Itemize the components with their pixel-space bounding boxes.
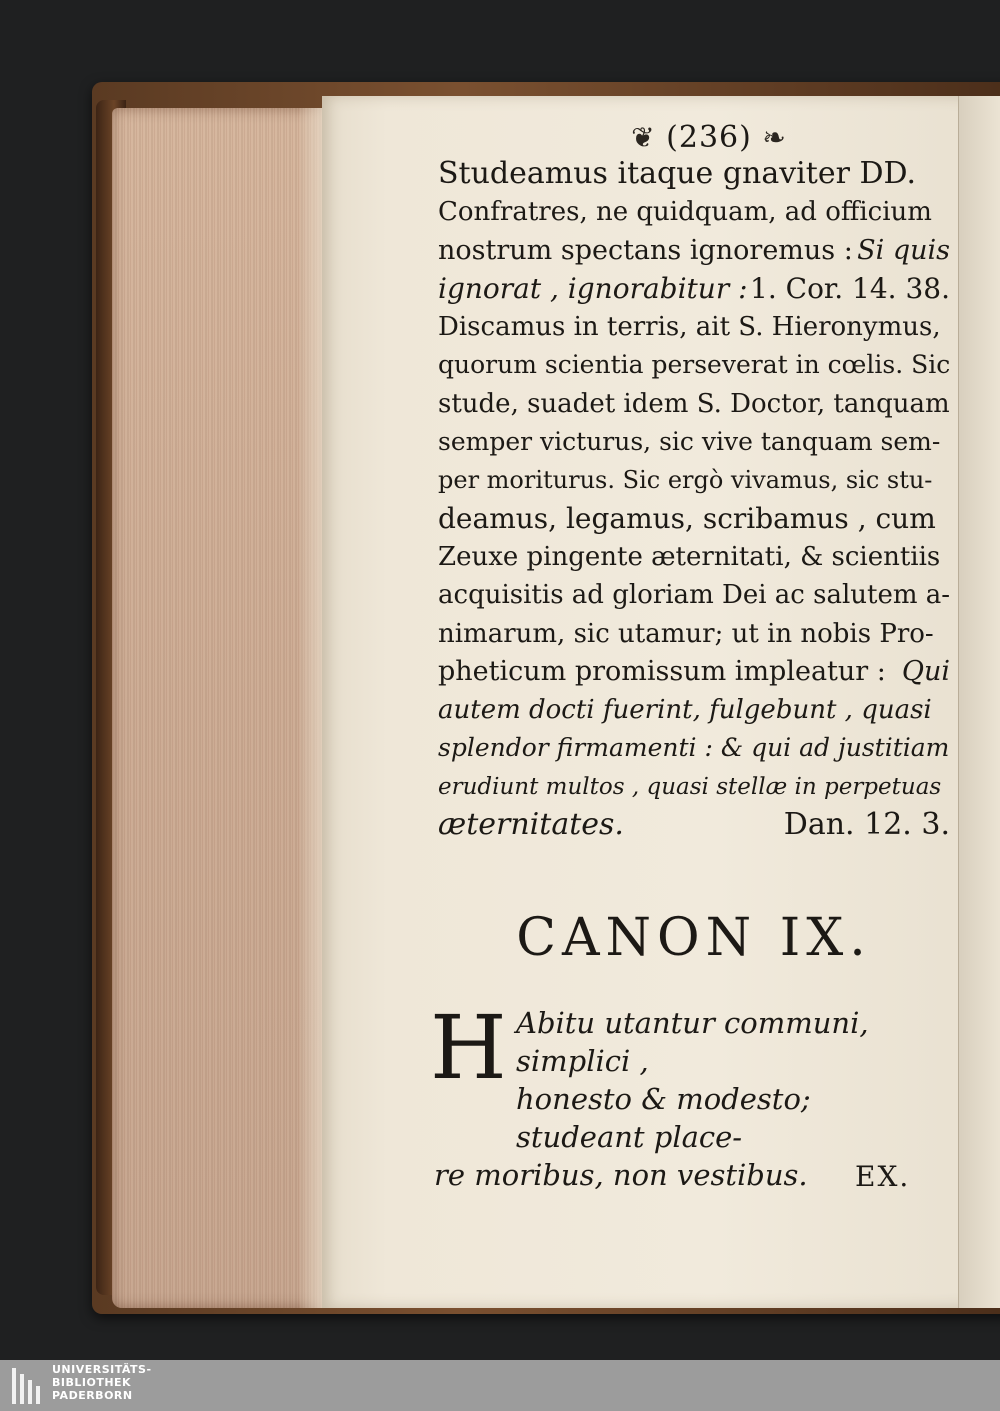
body-line <box>438 193 950 231</box>
body-line-italic: Si quis <box>857 234 950 266</box>
body-line-roman: per moriturus. Sic ergò vivamus, sic stu- <box>438 466 933 495</box>
body-line-roman: Discamus in terris, ait S. Hieronymus, <box>438 312 941 343</box>
body-line <box>438 346 950 384</box>
right-ornament-icon: ❧ <box>762 121 787 154</box>
body-line-roman: nostrum spectans ignoremus : <box>438 234 853 266</box>
body-line-reference: Dan. 12. 3. <box>783 807 950 843</box>
body-line-roman: deamus, legamus, scribamus , cum <box>438 501 936 535</box>
body-line <box>438 691 950 729</box>
body-line <box>438 500 950 538</box>
canon-text-line-2: honesto & modesto; studeant place- <box>516 1082 811 1154</box>
body-line-italic: erudiunt multos , quasi stellæ in perpetuas <box>438 773 942 800</box>
canon-heading: CANON IX. <box>516 908 872 968</box>
page-text-block <box>438 120 950 844</box>
body-text <box>438 155 950 844</box>
body-line <box>438 423 950 461</box>
body-line <box>438 538 950 576</box>
body-line <box>438 615 950 653</box>
canon-text-line-1: Abitu utantur communi, simplici , <box>516 1006 869 1078</box>
body-line <box>438 308 950 346</box>
body-line <box>438 768 950 806</box>
library-name-line-1: UNIVERSITÄTS- <box>52 1363 152 1376</box>
drop-cap: H <box>430 996 507 1099</box>
library-name-line-3: PADERBORN <box>52 1389 133 1402</box>
body-line <box>438 155 950 193</box>
body-line-roman: quorum scientia perseverat in cœlis. Sic <box>438 350 951 380</box>
body-line-reference: 1. Cor. 14. 38. <box>750 271 950 305</box>
body-line <box>438 461 950 499</box>
body-line-roman: acquisitis ad gloriam Dei ac salutem a- <box>438 580 951 611</box>
body-line-roman: nimarum, sic utamur; ut in nobis Pro- <box>438 618 934 649</box>
body-line-italic: æternitates. <box>438 807 624 843</box>
body-line-italic: ignorat , ignorabitur : <box>438 271 748 305</box>
body-line-roman: Studeamus itaque gnaviter DD. <box>438 156 917 191</box>
body-line <box>438 385 950 423</box>
body-line <box>438 729 950 767</box>
body-line-italic: Qui <box>901 655 950 687</box>
page-number: (236) <box>666 120 752 155</box>
body-line-italic: splendor firmamenti : & qui ad justitiam <box>438 733 950 763</box>
body-line-roman: Zeuxe pingente æternitati, & scientiis <box>438 541 941 572</box>
body-line <box>438 576 950 614</box>
library-name-line-2: BIBLIOTHEK <box>52 1376 132 1389</box>
body-line-roman: stude, suadet idem S. Doctor, tanquam <box>438 388 950 419</box>
page-block-edge <box>112 108 327 1308</box>
canon-text-line-3: re moribus, non vestibus. <box>434 1158 808 1192</box>
body-line-roman: Confratres, ne quidquam, ad officium <box>438 197 932 228</box>
body-line-italic: autem docti fuerint, fulgebunt , quasi <box>438 695 932 726</box>
body-line <box>438 653 950 691</box>
page-header <box>468 120 950 155</box>
body-line-roman: semper victurus, sic vive tanquam sem- <box>438 427 941 457</box>
library-name <box>52 1363 152 1402</box>
left-ornament-icon: ❦ <box>631 121 656 154</box>
body-line-roman: pheticum promissum impleatur : <box>438 655 886 687</box>
body-line <box>438 270 950 308</box>
body-line <box>438 232 950 270</box>
library-footer <box>0 1360 1000 1411</box>
catchword: EX. <box>855 1160 911 1193</box>
library-logo-icon <box>12 1368 46 1404</box>
body-line <box>438 806 950 844</box>
facing-page-edge <box>958 96 1000 1308</box>
